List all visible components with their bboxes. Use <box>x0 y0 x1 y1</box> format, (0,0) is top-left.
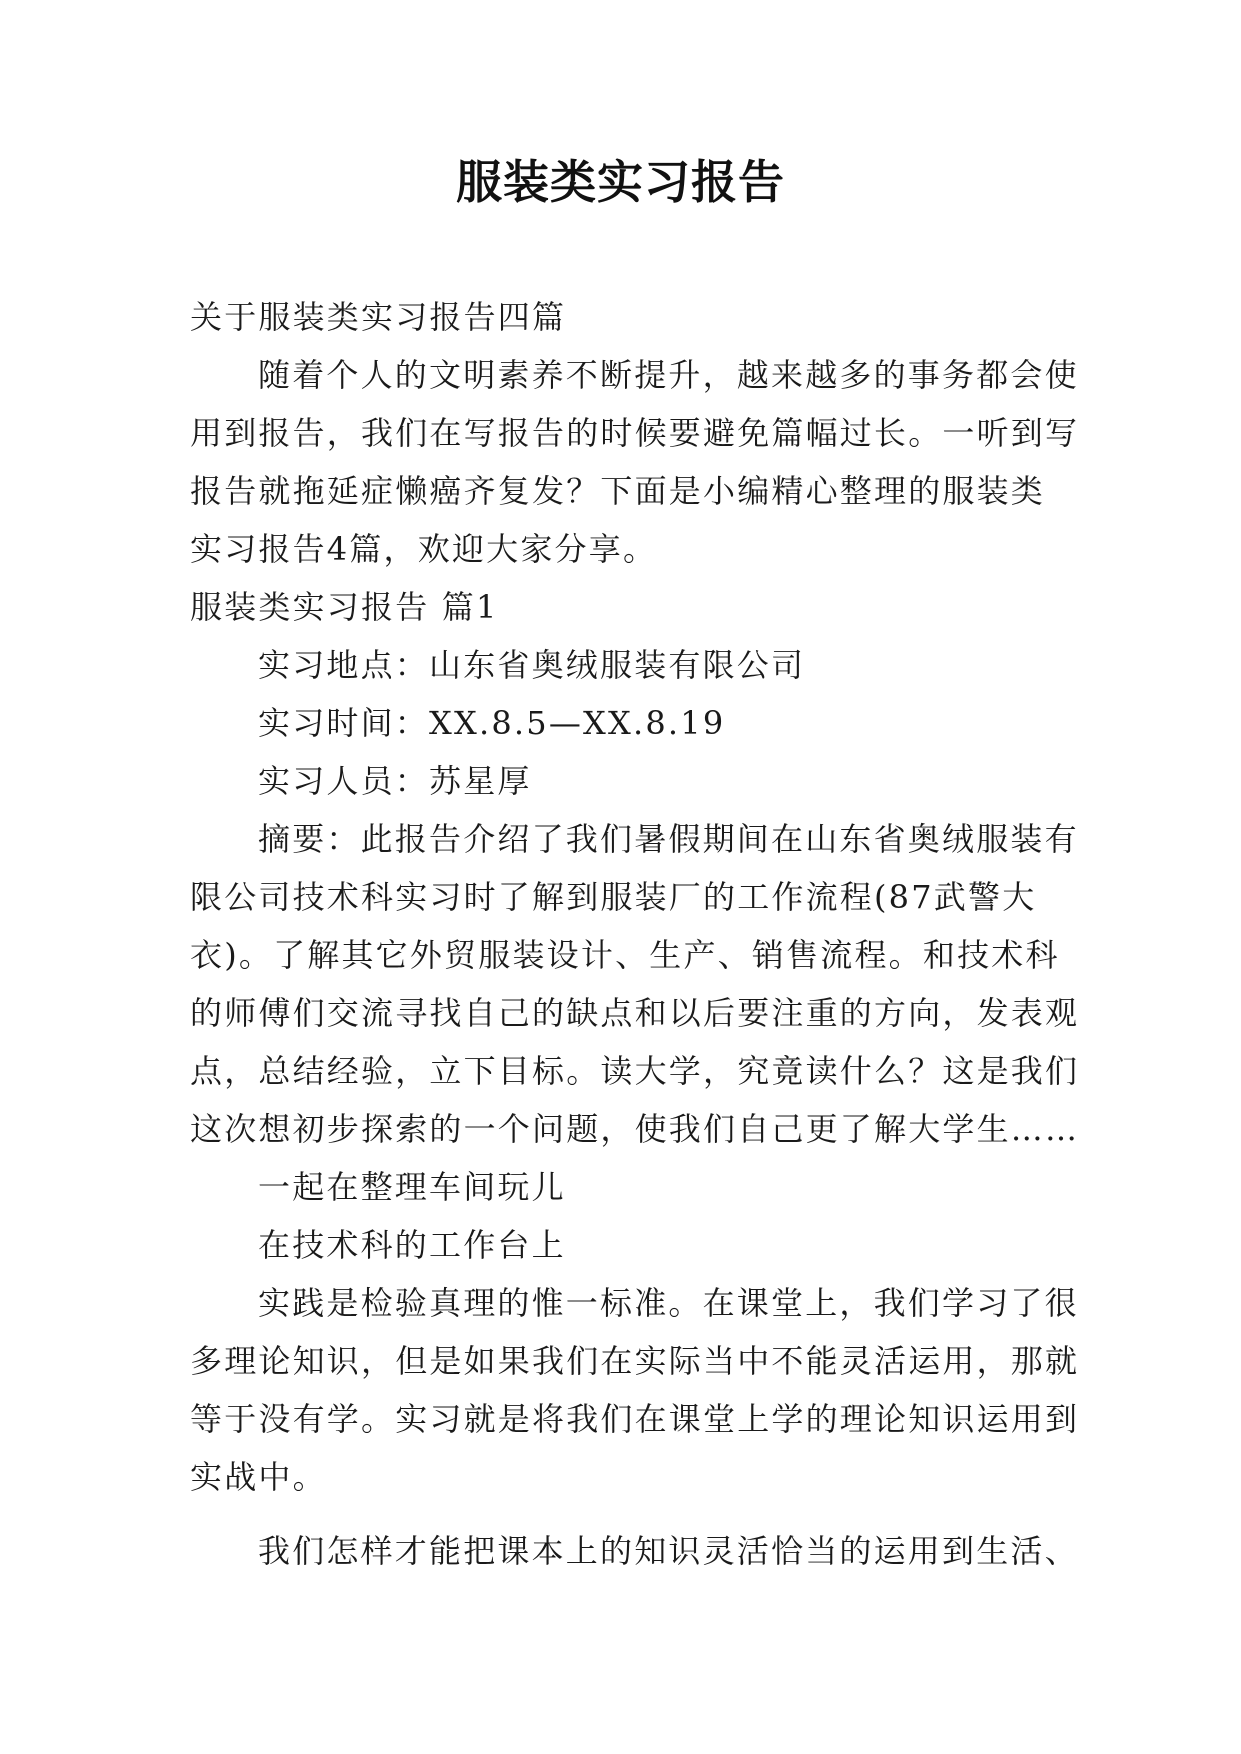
internship-location: 实习地点：山东省奥绒服装有限公司 <box>258 646 806 684</box>
body-line: 等于没有学。实习就是将我们在课堂上学的理论知识运用到 <box>190 1400 1080 1438</box>
internship-person: 实习人员：苏星厚 <box>258 762 532 800</box>
document-title: 服装类实习报告 <box>456 155 785 209</box>
body-line: 点，总结经验，立下目标。读大学，究竟读什么？这是我们 <box>190 1052 1080 1090</box>
internship-time: 实习时间：XX.8.5—XX.8.19 <box>258 704 726 742</box>
body-line: 我们怎样才能把课本上的知识灵活恰当的运用到生活、 <box>258 1532 1079 1570</box>
body-line: 一起在整理车间玩儿 <box>258 1168 566 1206</box>
body-line: 这次想初步探索的一个问题，使我们自己更了解大学生…… <box>190 1110 1080 1148</box>
body-line: 限公司技术科实习时了解到服装厂的工作流程(87武警大 <box>190 878 1037 916</box>
body-line: 实习报告4篇，欢迎大家分享。 <box>190 530 658 568</box>
body-line: 摘要：此报告介绍了我们暑假期间在山东省奥绒服装有 <box>258 820 1079 858</box>
body-line: 用到报告，我们在写报告的时候要避免篇幅过长。一听到写 <box>190 414 1080 452</box>
document-body <box>190 288 1080 1580</box>
body-line: 随着个人的文明素养不断提升，越来越多的事务都会使 <box>258 356 1079 394</box>
intro-heading: 关于服装类实习报告四篇 <box>190 298 567 336</box>
body-line: 实践是检验真理的惟一标准。在课堂上，我们学习了很 <box>258 1284 1079 1322</box>
body-line: 在技术科的工作台上 <box>258 1226 566 1264</box>
body-line: 衣)。了解其它外贸服装设计、生产、销售流程。和技术科 <box>190 936 1060 974</box>
body-line: 报告就拖延症懒癌齐复发？下面是小编精心整理的服装类 <box>190 472 1046 510</box>
body-line: 多理论知识，但是如果我们在实际当中不能灵活运用，那就 <box>190 1342 1080 1380</box>
section-heading: 服装类实习报告 篇1 <box>190 588 499 626</box>
paragraph-gap <box>190 1506 1070 1522</box>
body-line: 实战中。 <box>190 1458 327 1496</box>
body-line: 的师傅们交流寻找自己的缺点和以后要注重的方向，发表观 <box>190 994 1080 1032</box>
